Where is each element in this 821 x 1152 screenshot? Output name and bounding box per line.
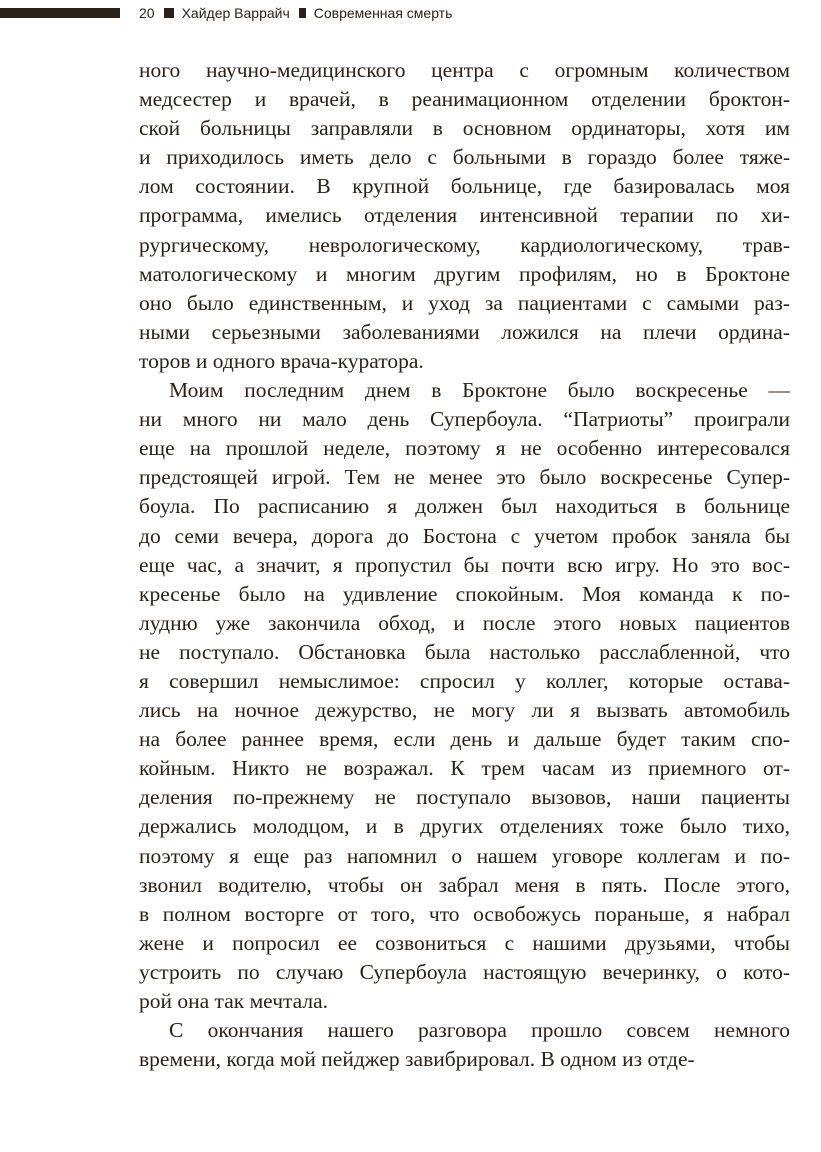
text-line: боула. По расписанию я должен был находиться в больнице <box>139 494 790 519</box>
header-decorative-bar <box>0 8 120 18</box>
page-number: 20 <box>139 5 155 21</box>
text-line: ни много ни мало день Супербоула. “Патриоты” проиграли <box>139 407 790 432</box>
text-line: поэтому я еще раз напомнил о нашем уговоре коллегам и по- <box>139 843 790 868</box>
text-line: Моим последним днем в Броктоне было воскресенье — <box>169 378 790 403</box>
text-line: еще на прошлой неделе, поэтому я не особенно интересовался <box>139 436 790 461</box>
text-line: еще час, а значит, я пропустил бы почти всю игру. Но это вос- <box>139 552 790 577</box>
paragraph <box>139 56 790 376</box>
header-book-title: Современная смерть <box>313 5 453 21</box>
header-separator-square-icon <box>299 8 306 18</box>
text-line: койным. Никто не возражал. К трем часам из приемного от- <box>139 756 790 781</box>
text-line: лом состоянии. В крупной больнице, где базировалась моя <box>139 174 790 199</box>
text-line: держались молодцом, и в других отделениях тоже было тихо, <box>139 814 790 839</box>
text-line: С окончания нашего разговора прошло совсем немного <box>169 1018 790 1043</box>
text-line: лись на ночное дежурство, не могу ли я вызвать автомобиль <box>139 698 790 723</box>
text-line: рой она так мечтала. <box>139 989 329 1013</box>
text-line: в полном восторге от того, что освобожусь пораньше, я набрал <box>139 901 790 926</box>
body-text <box>139 56 790 1074</box>
text-line: звонил водителю, чтобы он забрал меня в пять. После этого, <box>139 872 790 897</box>
text-line: программа, имелись отделения интенсивной терапии по хи- <box>139 203 790 228</box>
text-line: рургическому, неврологическому, кардиологическому, трав- <box>139 232 790 257</box>
text-line: торов и одного врача-куратора. <box>139 348 424 373</box>
text-line: жене и попросил ее созвониться с нашими друзьями, чтобы <box>139 930 790 955</box>
text-line: ного научно-медицинского центра с огромным количеством <box>139 58 790 82</box>
text-line: оно было единственным, и уход за пациентами с самыми раз- <box>139 290 790 315</box>
text-line: не поступало. Обстановка была настолько расслабленной, что <box>139 639 790 664</box>
text-line: медсестер и врачей, в реанимационном отделении броктон- <box>139 87 790 112</box>
text-line: матологическому и многим другим профилям, но в Броктоне <box>139 261 790 286</box>
header-author: Хайдер Варрайч <box>181 5 290 21</box>
header-separator-square-icon <box>164 8 174 18</box>
text-line: ными серьезными заболеваниями ложился на плечи ордина- <box>139 319 790 344</box>
text-line: устроить по случаю Супербоула настоящую вечеринку, о кото- <box>139 959 790 984</box>
running-header <box>139 3 452 23</box>
text-line: до семи вечера, дорога до Бостона с учетом пробок заняла бы <box>139 523 790 548</box>
text-line: времени, когда мой пейджер завибрировал. В одном из отде- <box>139 1047 695 1072</box>
text-line: на более раннее время, если день и дальше будет таким спо- <box>139 727 790 752</box>
text-line: ской больницы заправляли в основном ординаторы, хотя им <box>139 116 790 141</box>
text-line: кресенье было на удивление спокойным. Моя команда к по- <box>139 581 790 606</box>
text-line: предстоящей игрой. Тем не менее это было воскресенье Супер- <box>139 465 790 490</box>
text-line: лудню уже закончила обход, и после этого новых пациентов <box>139 610 790 635</box>
text-line: и приходилось иметь дело с больными в гораздо более тяже- <box>139 145 790 170</box>
paragraph <box>139 1016 790 1074</box>
paragraph <box>139 376 790 1016</box>
text-line: деления по-прежнему не поступало вызовов, наши пациенты <box>139 785 790 810</box>
text-line: я совершил немыслимое: спросил у коллег, которые остава- <box>139 668 790 693</box>
